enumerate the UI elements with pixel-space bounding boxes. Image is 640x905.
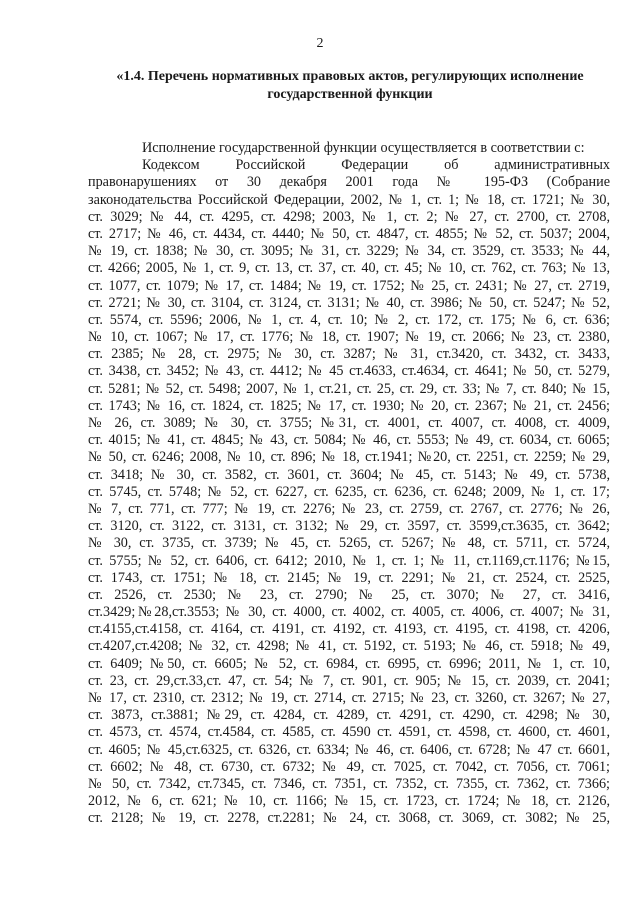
body-line: законодательства Российской Федерации, 2002, № 1, ст. 1; № 18, ст. 1721; № 30,	[88, 191, 610, 208]
body-line: ст.4155,ст.4158, ст. 4164, ст. 4191, ст. 4192, ст. 4193, ст. 4195, ст. 4198, ст. 4206,	[88, 621, 610, 638]
body-line: № 50, ст. 6246; 2008, № 10, ст. 896; № 18, ст.1941; №20, ст. 2251, ст. 2259; № 29,	[88, 449, 610, 466]
body-line: Кодексом Российской Федерации об административных	[142, 157, 610, 174]
body-line: ст. 2128; № 19, ст. 2278, ст.2281; № 24, ст. 3068, ст. 3069, ст. 3082; № 25,	[88, 810, 610, 827]
body-line: ст. 4015; № 41, ст. 4845; № 43, ст. 5084; № 46, ст. 5553; № 49, ст. 6034, ст. 6065;	[88, 432, 610, 449]
body-text	[88, 140, 610, 828]
body-line: ст. 6409; №50, ст. 6605; № 52, ст. 6984, ст. 6995, ст. 6996; 2011, № 1, ст. 10,	[88, 655, 610, 672]
heading-line-2: государственной функции	[267, 87, 433, 102]
body-line: ст. 1743; № 16, ст. 1824, ст. 1825; № 17, ст. 1930; № 20, ст. 2367; № 21, ст. 2456;	[88, 397, 610, 414]
body-line: ст. 1743, ст. 1751; № 18, ст. 2145; № 19, ст. 2291; № 21, ст. 2524, ст. 2525,	[88, 569, 610, 586]
body-line: Исполнение государственной функции осуществляется в соответствии с:	[142, 140, 585, 156]
body-line: ст. 5755; № 52, ст. 6406, ст. 6412; 2010, № 1, ст. 1; № 11, ст.1169,ст.1176; №15,	[88, 552, 610, 569]
body-line: № 26, ст. 3089; № 30, ст. 3755; №31, ст. 4001, ст. 4007, ст. 4008, ст. 4009,	[88, 415, 610, 431]
body-line: ст. 3418; № 30, ст. 3582, ст. 3601, ст. 3604; № 45, ст. 5143; № 49, ст. 5738,	[88, 466, 610, 483]
body-line: ст. 2385; № 28, ст. 2975; № 30, ст. 3287; № 31, ст.3420, ст. 3432, ст. 3433,	[88, 346, 610, 363]
body-line: 2012, № 6, ст. 621; № 10, ст. 1166; № 15, ст. 1723, ст. 1724; № 18, ст. 2126,	[88, 793, 610, 810]
body-line: ст. 4605; № 45,ст.6325, ст. 6326, ст. 6334; № 46, ст. 6406, ст. 6728; № 47 ст. 6601,	[88, 741, 610, 758]
body-line: ст. 4266; 2005, № 1, ст. 9, ст. 13, ст. 37, ст. 40, ст. 45; № 10, ст. 762, ст. 763; № 13,	[88, 260, 610, 277]
body-line: № 50, ст. 7342, ст.7345, ст. 7346, ст. 7351, ст. 7352, ст. 7355, ст. 7362, ст. 7366;	[88, 775, 610, 792]
body-line: ст. 2526, ст. 2530; № 23, ст. 2790; № 25, ст. 3070; № 27, ст. 3416,	[88, 586, 610, 603]
body-line: ст. 3438, ст. 3452; № 43, ст. 4412; № 45 ст.4633, ст.4634, ст. 4641; № 50, ст. 5279,	[88, 363, 610, 380]
body-line: № 7, ст. 771, ст. 777; № 19, ст. 2276; № 23, ст. 2759, ст. 2767, ст. 2776; № 26,	[88, 500, 610, 517]
body-line: № 19, ст. 1838; № 30, ст. 3095; № 31, ст. 3229; № 34, ст. 3529, ст. 3533; № 44,	[88, 243, 610, 260]
body-line: ст. 2717; № 46, ст. 4434, ст. 4440; № 50, ст. 4847, ст. 4855; № 52, ст. 5037; 2004,	[88, 225, 610, 242]
body-line: ст. 3873, ст.3881; №29, ст. 4284, ст. 4289, ст. 4291, ст. 4290, ст. 4298; № 30,	[88, 707, 610, 724]
body-line: ст. 1077, ст. 1079; № 17, ст. 1484; № 19, ст. 1752; № 25, ст. 2431; № 27, ст. 2719,	[88, 277, 610, 294]
body-line: ст.3429;№28,ст.3553; № 30, ст. 4000, ст. 4002, ст. 4005, ст. 4006, ст. 4007; № 31,	[88, 604, 610, 621]
body-line: ст. 3120, ст. 3122, ст. 3131, ст. 3132; № 29, ст. 3597, ст. 3599,ст.3635, ст. 3642;	[88, 518, 610, 535]
body-line: ст. 3029; № 44, ст. 4295, ст. 4298; 2003, № 1, ст. 2; № 27, ст. 2700, ст. 2708,	[88, 208, 610, 225]
body-line: ст. 5574, ст. 5596; 2006, № 1, ст. 4, ст. 10; № 2, ст. 172, ст. 175; № 6, ст. 636;	[88, 311, 610, 328]
page-number: 2	[316, 36, 324, 51]
body-line: ст. 2721; № 30, ст. 3104, ст. 3124, ст. 3131; № 40, ст. 3986; № 50, ст. 5247; № 52,	[88, 294, 610, 311]
body-line: ст. 23, ст. 29,ст.33,ст. 47, ст. 54; № 7, ст. 901, ст. 905; № 15, ст. 2039, ст. 2041;	[88, 672, 610, 689]
body-line: ст.4207,ст.4208; № 32, ст. 4298; № 41, ст. 5192, ст. 5193; № 46, ст. 5918; № 49,	[88, 638, 610, 655]
body-line: ст. 6602; № 48, ст. 6730, ст. 6732; № 49, ст. 7025, ст. 7042, ст. 7056, ст. 7061;	[88, 758, 610, 775]
body-line: ст. 5745, ст. 5748; № 52, ст. 6227, ст. 6235, ст. 6236, ст. 6248; 2009, № 1, ст. 17;	[88, 483, 610, 500]
body-line: правонарушениях от 30 декабря 2001 года № 195-ФЗ (Собрание	[88, 174, 610, 191]
body-line: ст. 5281; № 52, ст. 5498; 2007, № 1, ст.21, ст. 25, ст. 29, ст. 33; № 7, ст. 840; № 15,	[88, 380, 610, 397]
body-line: № 17, ст. 2310, ст. 2312; № 19, ст. 2714, ст. 2715; № 23, ст. 3260, ст. 3267; № 27,	[88, 690, 610, 706]
section-heading	[90, 68, 610, 104]
body-line: № 10, ст. 1067; № 17, ст. 1776; № 18, ст. 1907; № 19, ст. 2066; № 23, ст. 2380,	[88, 329, 610, 346]
heading-line-1: «1.4. Перечень нормативных правовых актов, регулирующих исполнение	[116, 69, 584, 84]
body-line: № 30, ст. 3735, ст. 3739; № 45, ст. 5265, ст. 5267; № 48, ст. 5711, ст. 5724,	[88, 535, 610, 552]
body-line: ст. 4573, ст. 4574, ст.4584, ст. 4585, ст. 4590 ст. 4591, ст. 4598, ст. 4600, ст. 4601,	[88, 724, 610, 741]
